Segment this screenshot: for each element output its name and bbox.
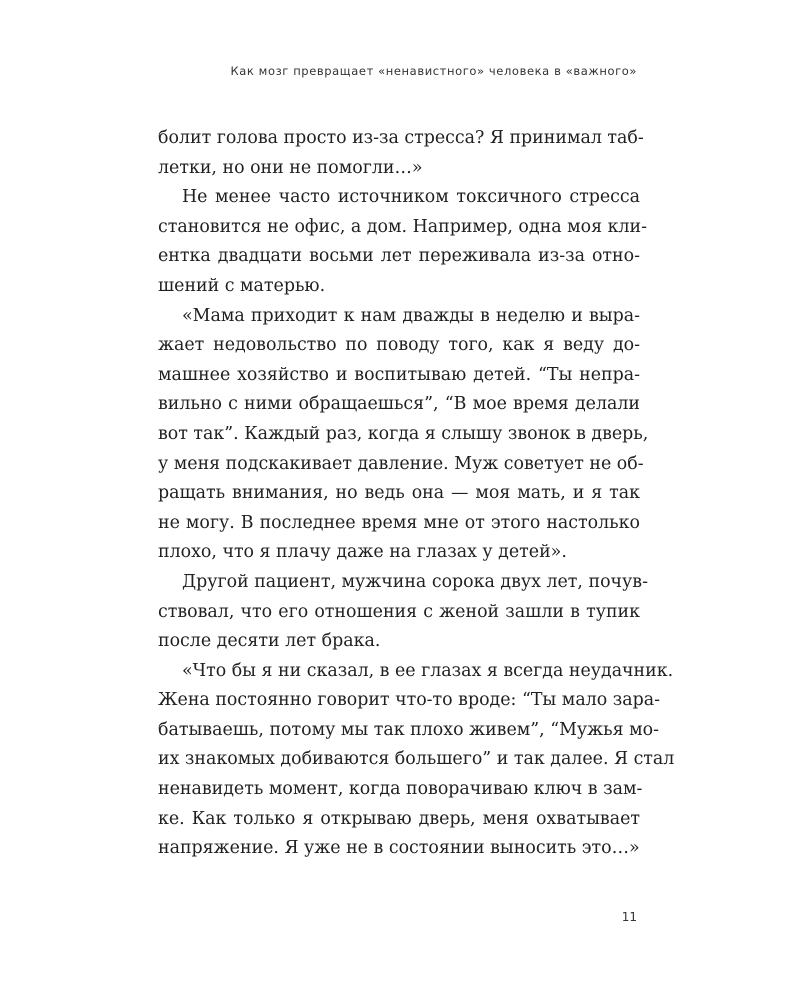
- text-line: вот так”. Каждый раз, когда я слышу звонок в дверь,: [158, 423, 649, 444]
- text-line: ращать внимания, но ведь она — моя мать, и я так: [158, 483, 640, 504]
- text-line: ентка двадцати восьми лет переживала из-за отно-: [158, 246, 640, 267]
- paragraph: [158, 568, 648, 657]
- text-line: становится не офис, а дом. Например, одна моя кли-: [158, 216, 647, 237]
- text-line: их знакомых добиваются большего” и так далее. Я стал: [158, 749, 675, 770]
- text-line: машнее хозяйство и воспитываю детей. “Ты непра-: [158, 364, 640, 385]
- text-line: батываешь, потому мы так плохо живем”, “Мужья мо-: [158, 719, 659, 740]
- paragraph: [158, 302, 649, 568]
- text-line: вильно с ними обращаешься”, “В мое время делали: [158, 394, 640, 415]
- paragraph: [158, 124, 644, 183]
- text-line: ненавидеть момент, когда поворачиваю ключ в зам-: [158, 779, 643, 800]
- text-line: ке. Как только я открываю дверь, меня охватывает: [158, 808, 640, 829]
- text-line: Жена постоянно говорит что-то вроде: “Ты мало зара-: [158, 690, 660, 711]
- paragraph: [158, 657, 675, 864]
- running-header: Как мозг превращает «ненавистного» человека в «важного»: [230, 64, 637, 78]
- text-line: Другой пациент, мужчина сорока двух лет, почув-: [182, 571, 648, 592]
- text-line: плохо, что я плачу даже на глазах у детей».: [158, 542, 567, 563]
- page-number: 11: [621, 910, 637, 924]
- text-line: «Мама приходит к нам дважды в неделю и выра-: [182, 305, 640, 326]
- text-line: напряжение. Я уже не в состоянии выносить это…»: [158, 838, 640, 859]
- text-line: Не менее часто источником токсичного стресса: [182, 187, 640, 208]
- text-line: жает недовольство по поводу того, как я веду до-: [158, 335, 640, 356]
- text-line: ствовал, что его отношения с женой зашли в тупик: [158, 601, 640, 622]
- text-line: «Что бы я ни сказал, в ее глазах я всегда неудачник.: [182, 660, 674, 681]
- text-line: у меня подскакивает давление. Муж советует не об-: [158, 453, 644, 474]
- text-line: летки, но они не помогли…»: [158, 157, 423, 178]
- text-line: не могу. В последнее время мне от этого настолько: [158, 512, 640, 533]
- paragraph: [158, 183, 647, 301]
- text-line: болит голова просто из-за стресса? Я принимал таб-: [158, 128, 644, 148]
- text-line: шений с матерью.: [158, 275, 326, 296]
- text-line: после десяти лет брака.: [158, 631, 381, 652]
- body-text: [158, 124, 675, 864]
